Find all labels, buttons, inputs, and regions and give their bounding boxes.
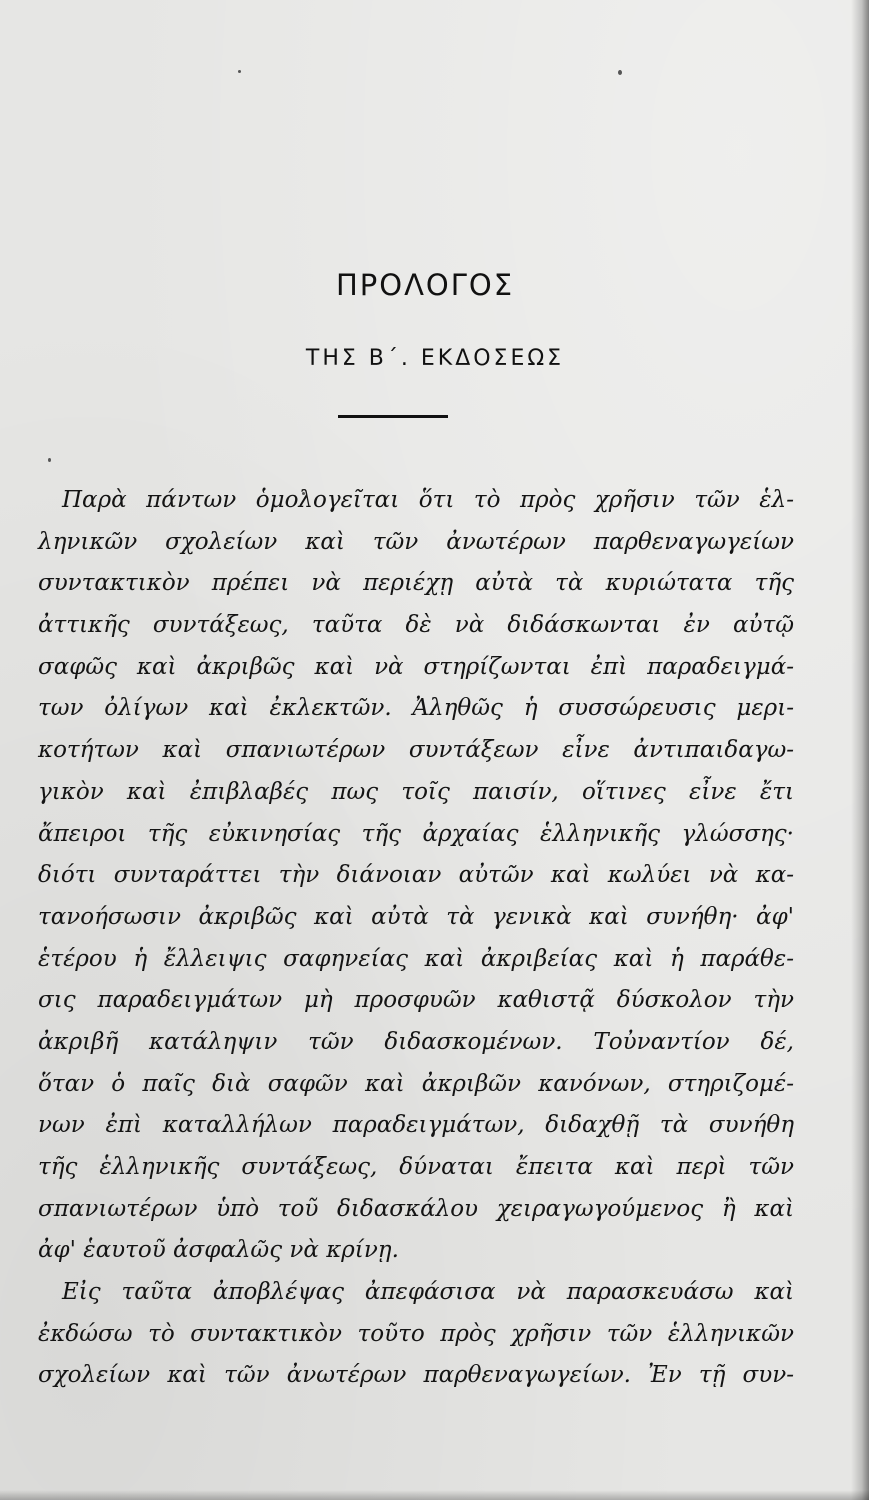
text-line: γικὸν καὶ ἐπιβλαβές πως τοῖς παισίν, οἵτινες εἶνε ἔτι (38, 778, 794, 805)
paper-speck (48, 458, 51, 462)
paper-speck (238, 70, 241, 73)
page-edge-shadow (851, 0, 869, 1500)
text-line: ἀκριβῆ κατάληψιν τῶν διδασκομένων. Τοὐναντίον δέ, (38, 1028, 794, 1055)
text-line: συντακτικὸν πρέπει νὰ περιέχῃ αὐτὰ τὰ κυριώτατα τῆς (38, 570, 794, 597)
body-text (38, 480, 794, 1397)
text-line: σις παραδειγμάτων μὴ προσφυῶν καθιστᾷ δύσκολον τὴν (38, 987, 794, 1014)
text-line: σχολείων καὶ τῶν ἀνωτέρων παρθεναγωγείων. Ἐν τῇ συν- (38, 1362, 794, 1389)
paper-speck (618, 70, 622, 75)
text-line: ἄπειροι τῆς εὐκινησίας τῆς ἀρχαίας ἑλληνικῆς γλώσσης· (38, 820, 794, 847)
page-subtitle: ΤΗΣ Β΄. ΕΚΔΟΣΕΩΣ (305, 346, 565, 371)
text-line: των ὀλίγων καὶ ἐκλεκτῶν. Ἀληθῶς ἡ συσσώρευσις μερι- (38, 695, 794, 722)
text-line: σαφῶς καὶ ἀκριβῶς καὶ νὰ στηρίζωνται ἐπὶ παραδειγμά- (38, 653, 794, 680)
text-line: ἀττικῆς συντάξεως, ταῦτα δὲ νὰ διδάσκωνται ἐν αὐτῷ (38, 612, 794, 639)
page-bottom-shadow (0, 1490, 869, 1500)
text-line: ἀφ' ἑαυτοῦ ἀσφαλῶς νὰ κρίνῃ. (38, 1237, 399, 1264)
text-line: σπανιωτέρων ὑπὸ τοῦ διδασκάλου χειραγωγούμενος ἢ καὶ (38, 1195, 794, 1222)
text-line: ληνικῶν σχολείων καὶ τῶν ἀνωτέρων παρθεναγωγείων (38, 528, 794, 555)
text-line: Παρὰ πάντων ὁμολογεῖται ὅτι τὸ πρὸς χρῆσιν τῶν ἑλ- (62, 487, 794, 513)
text-line: τανοήσωσιν ἀκριβῶς καὶ αὐτὰ τὰ γενικὰ καὶ συνήθη· ἀφ' (38, 903, 794, 930)
text-line: κοτήτων καὶ σπανιωτέρων συντάξεων εἶνε ἀντιπαιδαγω- (38, 737, 794, 764)
text-line: διότι συνταράττει τὴν διάνοιαν αὐτῶν καὶ κωλύει νὰ κα- (38, 862, 794, 889)
text-line: ὅταν ὁ παῖς διὰ σαφῶν καὶ ἀκριβῶν κανόνων, στηριζομέ- (38, 1070, 794, 1097)
text-line: ἑτέρου ἡ ἔλλειψις σαφηνείας καὶ ἀκριβείας καὶ ἡ παράθε- (38, 945, 794, 972)
text-line: Εἰς ταῦτα ἀποβλέψας ἀπεφάσισα νὰ παρασκευάσω καὶ (62, 1279, 794, 1306)
title-divider (338, 415, 448, 418)
text-line: τῆς ἑλληνικῆς συντάξεως, δύναται ἔπειτα καὶ περὶ τῶν (38, 1154, 794, 1180)
text-line: ἐκδώσω τὸ συντακτικὸν τοῦτο πρὸς χρῆσιν τῶν ἑλληνικῶν (38, 1320, 794, 1347)
page-title: ΠΡΟΛΟΓΟΣ (335, 268, 515, 302)
text-line: νων ἐπὶ καταλλήλων παραδειγμάτων, διδαχθῇ τὰ συνήθη (38, 1112, 794, 1139)
